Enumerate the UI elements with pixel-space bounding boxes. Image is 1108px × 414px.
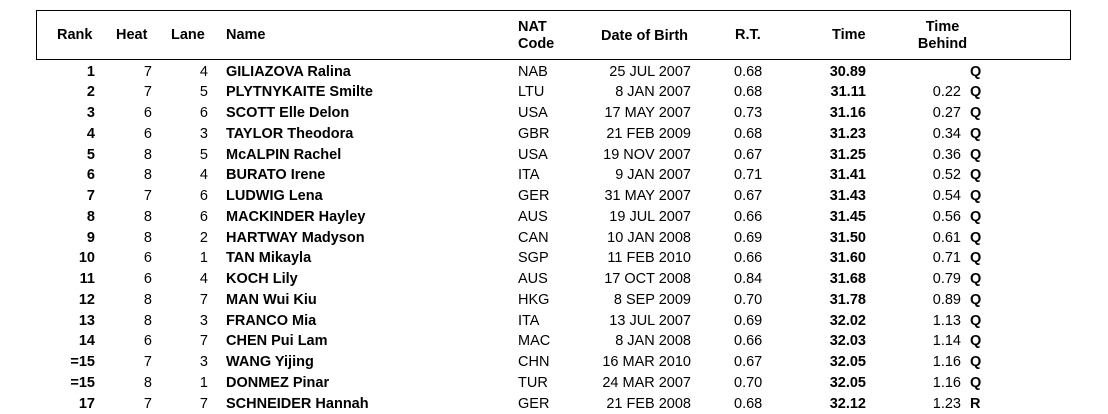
qualification-mark: Q bbox=[970, 124, 981, 145]
date-of-birth: 17 OCT 2008 bbox=[590, 269, 691, 290]
time-cell: 31.50 bbox=[815, 228, 866, 249]
nat-code: CAN bbox=[518, 228, 549, 249]
heat-cell: 8 bbox=[110, 373, 152, 394]
reaction-time: 0.67 bbox=[734, 145, 762, 166]
table-row bbox=[0, 103, 1108, 124]
time-behind: 0.89 bbox=[920, 290, 961, 311]
qualification-mark: Q bbox=[970, 311, 981, 332]
heat-cell: 6 bbox=[110, 269, 152, 290]
qualification-mark: Q bbox=[970, 186, 981, 207]
reaction-time: 0.68 bbox=[734, 62, 762, 83]
qualification-mark: Q bbox=[970, 269, 981, 290]
rank-cell: 4 bbox=[50, 124, 95, 145]
reaction-time: 0.67 bbox=[734, 186, 762, 207]
rank-cell: 3 bbox=[50, 103, 95, 124]
time-behind: 0.56 bbox=[920, 207, 961, 228]
time-behind: 0.22 bbox=[920, 82, 961, 103]
lane-cell: 5 bbox=[165, 145, 208, 166]
athlete-name: DONMEZ Pinar bbox=[226, 373, 329, 394]
rank-cell: =15 bbox=[50, 352, 95, 373]
reaction-time: 0.67 bbox=[734, 352, 762, 373]
lane-cell: 6 bbox=[165, 207, 208, 228]
qualification-mark: Q bbox=[970, 165, 981, 186]
athlete-name: MACKINDER Hayley bbox=[226, 207, 365, 228]
time-behind: 0.52 bbox=[920, 165, 961, 186]
athlete-name: MAN Wui Kiu bbox=[226, 290, 317, 311]
lane-cell: 1 bbox=[165, 248, 208, 269]
rank-cell: 5 bbox=[50, 145, 95, 166]
qualification-mark: Q bbox=[970, 248, 981, 269]
athlete-name: LUDWIG Lena bbox=[226, 186, 323, 207]
lane-cell: 3 bbox=[165, 352, 208, 373]
time-cell: 31.78 bbox=[815, 290, 866, 311]
heat-cell: 8 bbox=[110, 145, 152, 166]
table-row bbox=[0, 228, 1108, 249]
heat-cell: 8 bbox=[110, 228, 152, 249]
lane-cell: 6 bbox=[165, 186, 208, 207]
heat-cell: 8 bbox=[110, 165, 152, 186]
table-row bbox=[0, 207, 1108, 228]
nat-code: AUS bbox=[518, 269, 548, 290]
time-behind: 0.27 bbox=[920, 103, 961, 124]
heat-cell: 7 bbox=[110, 82, 152, 103]
time-cell: 32.12 bbox=[815, 394, 866, 414]
qualification-mark: R bbox=[970, 394, 980, 414]
rank-cell: 17 bbox=[50, 394, 95, 414]
athlete-name: WANG Yijing bbox=[226, 352, 314, 373]
athlete-name: HARTWAY Madyson bbox=[226, 228, 365, 249]
qualification-mark: Q bbox=[970, 103, 981, 124]
nat-code: HKG bbox=[518, 290, 549, 311]
reaction-time: 0.70 bbox=[734, 373, 762, 394]
nat-code: MAC bbox=[518, 331, 550, 352]
rank-cell: 8 bbox=[50, 207, 95, 228]
date-of-birth: 25 JUL 2007 bbox=[590, 62, 691, 83]
table-row bbox=[0, 311, 1108, 332]
date-of-birth: 16 MAR 2010 bbox=[590, 352, 691, 373]
table-row bbox=[0, 165, 1108, 186]
time-cell: 31.41 bbox=[815, 165, 866, 186]
athlete-name: McALPIN Rachel bbox=[226, 145, 341, 166]
date-of-birth: 24 MAR 2007 bbox=[590, 373, 691, 394]
date-of-birth: 8 JAN 2007 bbox=[590, 82, 691, 103]
rank-cell: 13 bbox=[50, 311, 95, 332]
table-row bbox=[0, 186, 1108, 207]
time-cell: 31.11 bbox=[815, 82, 866, 103]
table-row bbox=[0, 145, 1108, 166]
nat-code: USA bbox=[518, 103, 548, 124]
time-cell: 30.89 bbox=[815, 62, 866, 83]
time-behind: 0.61 bbox=[920, 228, 961, 249]
athlete-name: FRANCO Mia bbox=[226, 311, 316, 332]
rank-cell: 11 bbox=[50, 269, 95, 290]
time-cell: 32.05 bbox=[815, 373, 866, 394]
date-of-birth: 21 FEB 2009 bbox=[590, 124, 691, 145]
nat-code: GER bbox=[518, 186, 549, 207]
athlete-name: KOCH Lily bbox=[226, 269, 298, 290]
date-of-birth: 17 MAY 2007 bbox=[590, 103, 691, 124]
reaction-time: 0.70 bbox=[734, 290, 762, 311]
time-behind: 1.16 bbox=[920, 352, 961, 373]
header-nat-line1: NAT bbox=[518, 19, 547, 36]
reaction-time: 0.66 bbox=[734, 331, 762, 352]
heat-cell: 8 bbox=[110, 207, 152, 228]
nat-code: GER bbox=[518, 394, 549, 414]
table-row bbox=[0, 62, 1108, 83]
time-cell: 32.03 bbox=[815, 331, 866, 352]
heat-cell: 7 bbox=[110, 394, 152, 414]
rank-cell: 7 bbox=[50, 186, 95, 207]
lane-cell: 7 bbox=[165, 331, 208, 352]
time-behind: 0.34 bbox=[920, 124, 961, 145]
athlete-name: SCHNEIDER Hannah bbox=[226, 394, 369, 414]
reaction-time: 0.68 bbox=[734, 124, 762, 145]
table-row bbox=[0, 373, 1108, 394]
time-behind: 0.79 bbox=[920, 269, 961, 290]
qualification-mark: Q bbox=[970, 62, 981, 83]
reaction-time: 0.69 bbox=[734, 228, 762, 249]
qualification-mark: Q bbox=[970, 82, 981, 103]
reaction-time: 0.68 bbox=[734, 82, 762, 103]
date-of-birth: 8 JAN 2008 bbox=[590, 331, 691, 352]
heat-cell: 8 bbox=[110, 290, 152, 311]
time-cell: 31.16 bbox=[815, 103, 866, 124]
athlete-name: TAYLOR Theodora bbox=[226, 124, 353, 145]
athlete-name: PLYTNYKAITE Smilte bbox=[226, 82, 373, 103]
athlete-name: GILIAZOVA Ralina bbox=[226, 62, 351, 83]
lane-cell: 6 bbox=[165, 103, 208, 124]
lane-cell: 4 bbox=[165, 165, 208, 186]
heat-cell: 7 bbox=[110, 186, 152, 207]
time-cell: 31.23 bbox=[815, 124, 866, 145]
reaction-time: 0.71 bbox=[734, 165, 762, 186]
rank-cell: 12 bbox=[50, 290, 95, 311]
lane-cell: 2 bbox=[165, 228, 208, 249]
table-row bbox=[0, 124, 1108, 145]
rank-cell: 1 bbox=[50, 62, 95, 83]
lane-cell: 7 bbox=[165, 290, 208, 311]
header-behind-line2: Behind bbox=[905, 36, 980, 53]
heat-cell: 6 bbox=[110, 331, 152, 352]
time-cell: 31.60 bbox=[815, 248, 866, 269]
nat-code: USA bbox=[518, 145, 548, 166]
qualification-mark: Q bbox=[970, 145, 981, 166]
header-rank: Rank bbox=[57, 27, 92, 44]
qualification-mark: Q bbox=[970, 352, 981, 373]
rank-cell: 10 bbox=[50, 248, 95, 269]
header-lane: Lane bbox=[171, 27, 205, 44]
athlete-name: SCOTT Elle Delon bbox=[226, 103, 349, 124]
time-cell: 32.05 bbox=[815, 352, 866, 373]
date-of-birth: 9 JAN 2007 bbox=[590, 165, 691, 186]
date-of-birth: 13 JUL 2007 bbox=[590, 311, 691, 332]
time-behind: 1.13 bbox=[920, 311, 961, 332]
lane-cell: 1 bbox=[165, 373, 208, 394]
time-cell: 31.25 bbox=[815, 145, 866, 166]
header-behind-line1: Time bbox=[905, 19, 980, 36]
time-behind: 0.36 bbox=[920, 145, 961, 166]
athlete-name: TAN Mikayla bbox=[226, 248, 311, 269]
nat-code: AUS bbox=[518, 207, 548, 228]
date-of-birth: 31 MAY 2007 bbox=[590, 186, 691, 207]
date-of-birth: 21 FEB 2008 bbox=[590, 394, 691, 414]
header-dob: Date of Birth bbox=[601, 28, 688, 45]
rank-cell: 14 bbox=[50, 331, 95, 352]
time-cell: 31.68 bbox=[815, 269, 866, 290]
nat-code: SGP bbox=[518, 248, 549, 269]
time-behind: 0.71 bbox=[920, 248, 961, 269]
table-row bbox=[0, 248, 1108, 269]
date-of-birth: 19 NOV 2007 bbox=[590, 145, 691, 166]
time-cell: 31.45 bbox=[815, 207, 866, 228]
lane-cell: 4 bbox=[165, 62, 208, 83]
qualification-mark: Q bbox=[970, 331, 981, 352]
reaction-time: 0.84 bbox=[734, 269, 762, 290]
reaction-time: 0.68 bbox=[734, 394, 762, 414]
heat-cell: 8 bbox=[110, 311, 152, 332]
rank-cell: 2 bbox=[50, 82, 95, 103]
nat-code: ITA bbox=[518, 165, 539, 186]
date-of-birth: 19 JUL 2007 bbox=[590, 207, 691, 228]
lane-cell: 4 bbox=[165, 269, 208, 290]
time-behind: 1.16 bbox=[920, 373, 961, 394]
nat-code: TUR bbox=[518, 373, 548, 394]
header-time: Time bbox=[832, 27, 866, 44]
header-nat-line2: Code bbox=[518, 36, 554, 53]
nat-code: LTU bbox=[518, 82, 544, 103]
nat-code: NAB bbox=[518, 62, 548, 83]
rank-cell: =15 bbox=[50, 373, 95, 394]
reaction-time: 0.73 bbox=[734, 103, 762, 124]
time-cell: 31.43 bbox=[815, 186, 866, 207]
rank-cell: 6 bbox=[50, 165, 95, 186]
athlete-name: BURATO Irene bbox=[226, 165, 325, 186]
header-name: Name bbox=[226, 27, 266, 44]
lane-cell: 3 bbox=[165, 311, 208, 332]
lane-cell: 3 bbox=[165, 124, 208, 145]
date-of-birth: 10 JAN 2008 bbox=[590, 228, 691, 249]
date-of-birth: 11 FEB 2010 bbox=[590, 248, 691, 269]
reaction-time: 0.66 bbox=[734, 207, 762, 228]
heat-cell: 6 bbox=[110, 103, 152, 124]
heat-cell: 6 bbox=[110, 124, 152, 145]
date-of-birth: 8 SEP 2009 bbox=[590, 290, 691, 311]
time-cell: 32.02 bbox=[815, 311, 866, 332]
heat-cell: 7 bbox=[110, 352, 152, 373]
time-behind: 1.23 bbox=[920, 394, 961, 414]
reaction-time: 0.69 bbox=[734, 311, 762, 332]
rank-cell: 9 bbox=[50, 228, 95, 249]
reaction-time: 0.66 bbox=[734, 248, 762, 269]
table-row bbox=[0, 394, 1108, 414]
time-behind: 1.14 bbox=[920, 331, 961, 352]
table-row bbox=[0, 82, 1108, 103]
header-rt: R.T. bbox=[735, 27, 761, 44]
header-heat: Heat bbox=[116, 27, 147, 44]
heat-cell: 7 bbox=[110, 62, 152, 83]
lane-cell: 7 bbox=[165, 394, 208, 414]
time-behind: 0.54 bbox=[920, 186, 961, 207]
qualification-mark: Q bbox=[970, 373, 981, 394]
lane-cell: 5 bbox=[165, 82, 208, 103]
nat-code: CHN bbox=[518, 352, 549, 373]
qualification-mark: Q bbox=[970, 290, 981, 311]
athlete-name: CHEN Pui Lam bbox=[226, 331, 328, 352]
table-row bbox=[0, 352, 1108, 373]
table-row bbox=[0, 331, 1108, 352]
nat-code: ITA bbox=[518, 311, 539, 332]
heat-cell: 6 bbox=[110, 248, 152, 269]
qualification-mark: Q bbox=[970, 228, 981, 249]
qualification-mark: Q bbox=[970, 207, 981, 228]
nat-code: GBR bbox=[518, 124, 549, 145]
table-row bbox=[0, 269, 1108, 290]
table-row bbox=[0, 290, 1108, 311]
